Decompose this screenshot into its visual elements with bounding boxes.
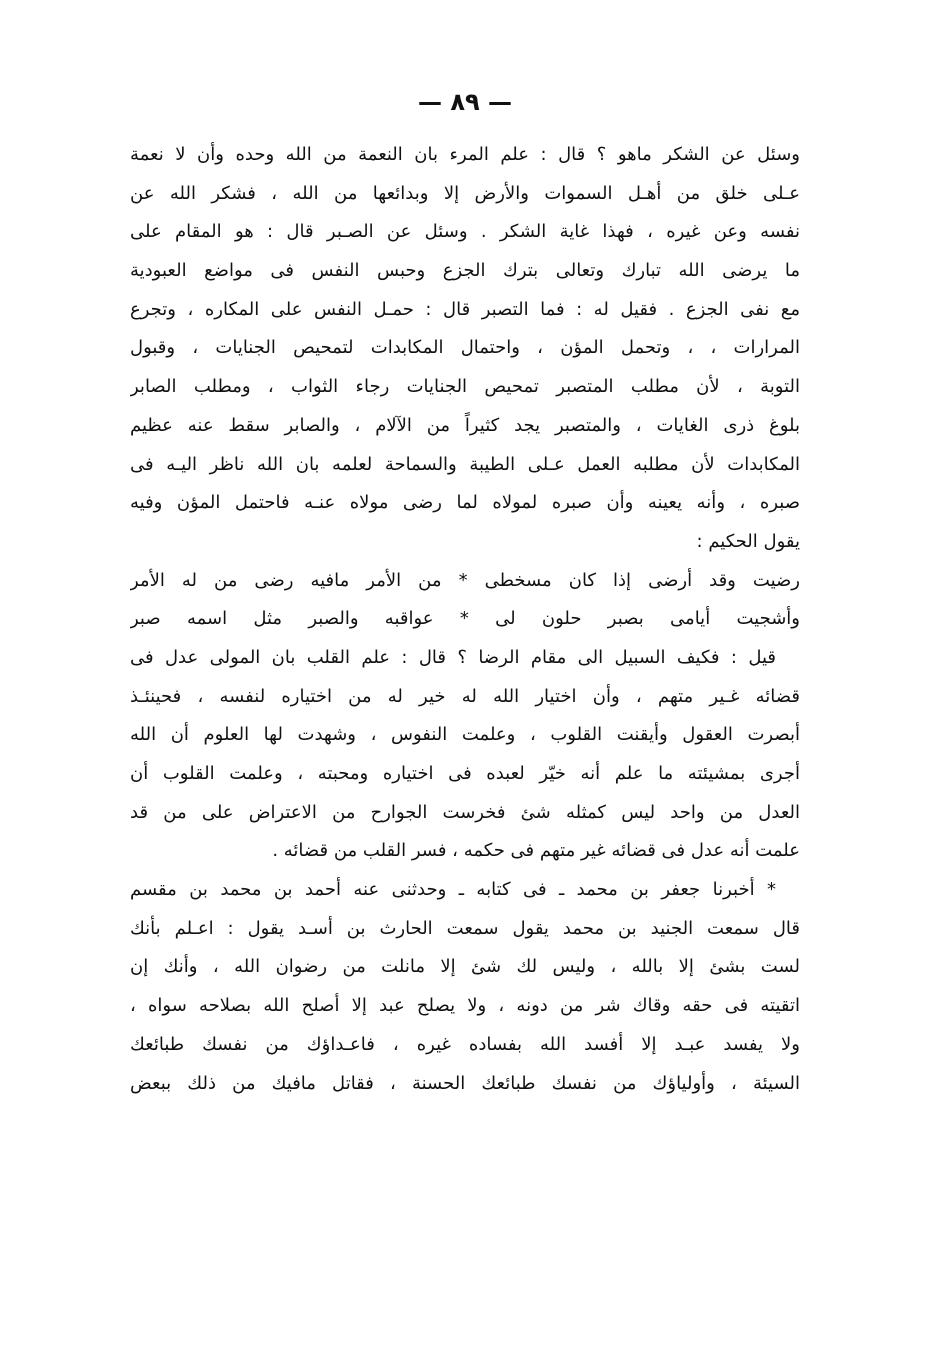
text-line: أبصرت العقول وأيقنت القلوب ، وعلمت النفوس ، وشهدت لها العلوم أن الله xyxy=(130,724,800,746)
text-line: وسئل عن الشكر ماهو ؟ قال : علم المرء بان النعمة من الله وحده وأن لا نعمة xyxy=(130,144,800,165)
text-line: المكابدات لأن مطلبه العمل عـلى الطيبة والسماحة لعلمه بان الله ناظر اليـه فى xyxy=(130,453,800,475)
text-line: قيل : فكيف السبيل الى مقام الرضا ؟ قال : علم القلب بان المولى عدل فى xyxy=(130,646,776,668)
text-line: لست بشئ إلا بالله ، وليس لك شئ إلا مانلت من رضوان الله ، وأنك إن xyxy=(130,956,800,978)
poem-line: رضيت وقد أرضى إذا كان مسخطى * من الأمر مافيه رضى من له الأمر xyxy=(130,569,800,591)
text-line: قضائه غـير متهم ، وأن اختيار الله له خير له من اختياره لنفسه ، فحينئـذ xyxy=(130,685,800,707)
page-number: — ٨٩ — xyxy=(417,88,512,116)
text-line: نفسه وعن غيره ، فهذا غاية الشكر . وسئل عن الصـبر قال : هو المقام على xyxy=(130,221,800,243)
text-line: أجرى بمشيئته ما علم أنه خيّر لعبده فى اختياره ومحبته ، وعلمت القلوب أن xyxy=(130,763,800,784)
text-line: العدل من واحد ليس كمثله شئ فخرست الجوارح من الاعتراض على من قد xyxy=(130,801,800,823)
text-line: ما يرضى الله تبارك وتعالى بترك الجزع وحبس النفس فى مواضع العبودية xyxy=(130,260,800,282)
text-line: علمت أنه عدل فى قضائه غير متهم فى حكمه ، فسر القلب من قضائه . xyxy=(272,840,800,862)
text-line: يقول الحكيم : xyxy=(696,530,800,552)
poem-line: وأشجيت أيامى بصبر حلون لى * عواقبه والصبر مثل اسمه صبر xyxy=(130,608,800,630)
text-line: صبره ، وأنه يعينه وأن صبره لمولاه لما رضى مولاه عنـه فاحتمل المؤن وفيه xyxy=(130,492,800,514)
text-line: مع نفى الجزع . فقيل له : فما التصبر قال : حمـل النفس على المكاره ، وتجرع xyxy=(130,298,800,320)
text-line: التوبة ، لأن مطلب المتصبر تمحيص الجنايات رجاء الثواب ، ومطلب الصابر xyxy=(130,376,800,398)
text-line: ولا يفسد عبـد إلا أفسد الله بفساده غيره ، فاعـداؤك من نفسك طبائعك xyxy=(130,1033,800,1055)
text-line: المرارات ، ، وتحمل المؤن ، واحتمال المكابدات لتمحيص الجنايات ، وقبول xyxy=(130,337,800,359)
text-line: قال سمعت الجنيد بن محمد يقول سمعت الحارث بن أسـد يقول : اعـلم بأنك xyxy=(130,917,800,939)
text-line: عـلى خلق من أهـل السموات والأرض إلا وبدائعها من الله ، فشكر الله عن xyxy=(130,182,800,204)
text-line: * أخبرنا جعفر بن محمد ـ فى كتابه ـ وحدثنى عنه أحمد بن محمد بن مقسم xyxy=(130,879,776,901)
text-line: السيئة ، وأولياؤك من نفسك طبائعك الحسنة ، فقاتل مافيك من ذلك ببعض xyxy=(130,1072,800,1094)
body-text xyxy=(130,136,800,1103)
text-line: اتقيته فى حقه وقاك شر من دونه ، ولا يصلح عبد إلا أصلح الله بصلاحه سواه ، xyxy=(130,995,800,1017)
text-line: بلوغ ذرى الغايات ، والمتصبر يجد كثيراً من الآلام ، والصابر سقط عنه عظيم xyxy=(130,414,800,436)
